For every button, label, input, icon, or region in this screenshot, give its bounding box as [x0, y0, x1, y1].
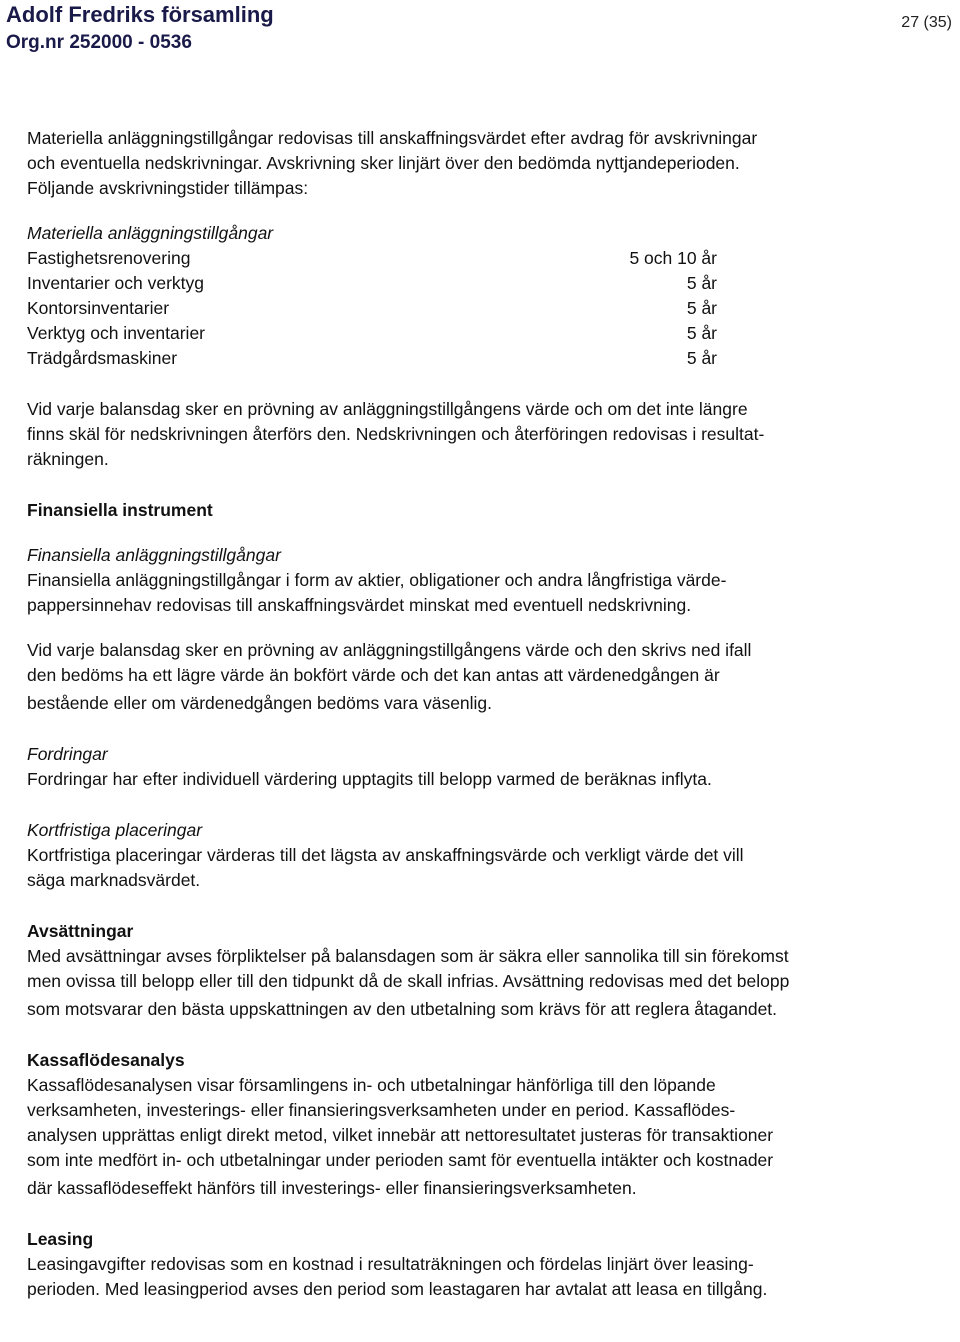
intro-line: Materiella anläggningstillgångar redovisas till anskaffningsvärdet efter avdrag för avskrivningar [27, 128, 758, 148]
section-heading-leasing: Leasing [27, 1229, 94, 1249]
section-heading-provisions: Avsättningar [27, 921, 134, 941]
table-row [27, 296, 717, 321]
depreciation-table [27, 246, 717, 371]
paragraph-line: den bedöms ha ett lägre värde än bokfört värde och det kan antas att värdenedgången är [27, 665, 720, 685]
paragraph-line: verksamheten, investerings- eller finansieringsverksamheten under en period. Kassaflödes- [27, 1100, 736, 1120]
table-row [27, 321, 717, 346]
page-header [0, 0, 960, 60]
paragraph-line: Leasingavgifter redovisas som en kostnad i resultaträkningen och fördelas linjärt över leasing- [27, 1254, 754, 1274]
subheading-short-term-investments: Kortfristiga placeringar [27, 820, 203, 840]
paragraph-line: Fordringar har efter individuell värdering upptagits till belopp varmed de beräknas inflyta. [27, 769, 712, 789]
intro-line: Följande avskrivningstider tillämpas: [27, 178, 309, 198]
impairment-line: finns skäl för nedskrivningen återförs den. Nedskrivningen och återföringen redovisas i resultat- [27, 424, 765, 444]
asset-label: Verktyg och inventarier [27, 323, 206, 343]
table-row [27, 346, 717, 371]
section-heading-financial-instruments: Finansiella instrument [27, 500, 213, 520]
paragraph-line: pappersinnehav redovisas till anskaffningsvärdet minskat med eventuell nedskrivning. [27, 595, 692, 615]
depreciation-period: 5 år [686, 348, 717, 368]
paragraph-line: säga marknadsvärdet. [27, 870, 201, 890]
paragraph-line: som motsvarar den bästa uppskattningen av den utbetalning som krävs för att reglera åtagandet. [27, 999, 778, 1019]
organization-name: Adolf Fredriks församling [6, 2, 274, 27]
paragraph-line: Med avsättningar avses förpliktelser på balansdagen som är säkra eller sannolika till sin förekomst [27, 946, 789, 966]
paragraph-line: som inte medfört in- och utbetalningar under perioden samt för eventuella intäkter och kostnader [27, 1150, 774, 1170]
depreciation-period: 5 och 10 år [629, 248, 717, 268]
page-number: 27 (35) [901, 14, 952, 31]
subheading-financial-fixed-assets: Finansiella anläggningstillgångar [27, 545, 281, 565]
paragraph-line: bestående eller om värdenedgången bedöms vara väsenlig. [27, 693, 493, 713]
document-body [27, 126, 942, 1302]
paragraph-line: analysen upprättas enligt direkt metod, vilket innebär att nettoresultatet justeras för transaktioner [27, 1125, 774, 1145]
paragraph-line: Kortfristiga placeringar värderas till det lägsta av anskaffningsvärde och verkligt värde det vill [27, 845, 744, 865]
asset-label: Inventarier och verktyg [27, 273, 205, 293]
asset-label: Trädgårdsmaskiner [27, 348, 178, 368]
depreciation-period: 5 år [686, 323, 717, 343]
paragraph-line: Finansiella anläggningstillgångar i form av aktier, obligationer och andra långfristiga värde- [27, 570, 727, 590]
section-heading-cash-flow: Kassaflödesanalys [27, 1050, 185, 1070]
depreciation-period: 5 år [686, 298, 717, 318]
paragraph-line: men ovissa till belopp eller till den tidpunkt då de skall infrias. Avsättning redovisas med det belopp [27, 971, 790, 991]
subheading-receivables: Fordringar [27, 744, 108, 764]
paragraph-line: Kassaflödesanalysen visar församlingens in- och utbetalningar hänförliga till den löpande [27, 1075, 716, 1095]
depreciation-period: 5 år [686, 273, 717, 293]
intro-line: och eventuella nedskrivningar. Avskrivning sker linjärt över den bedömda nyttjandeperioden. [27, 153, 740, 173]
table-row [27, 271, 717, 296]
paragraph-line: Vid varje balansdag sker en prövning av anläggningstillgångens värde och den skrivs ned ifall [27, 640, 752, 660]
paragraph-line: perioden. Med leasingperiod avses den period som leastagaren har avtalat att leasa en tillgång. [27, 1279, 768, 1299]
asset-label: Fastighetsrenovering [27, 248, 191, 268]
paragraph-line: där kassaflödeseffekt hänförs till investerings- eller finansieringsverksamheten. [27, 1178, 637, 1198]
table-row [27, 246, 717, 271]
impairment-line: Vid varje balansdag sker en prövning av anläggningstillgångens värde och om det inte längre [27, 399, 748, 419]
asset-label: Kontorsinventarier [27, 298, 170, 318]
depreciation-heading: Materiella anläggningstillgångar [27, 223, 274, 243]
organization-number: Org.nr 252000 - 0536 [6, 32, 192, 53]
impairment-line: räkningen. [27, 449, 109, 469]
